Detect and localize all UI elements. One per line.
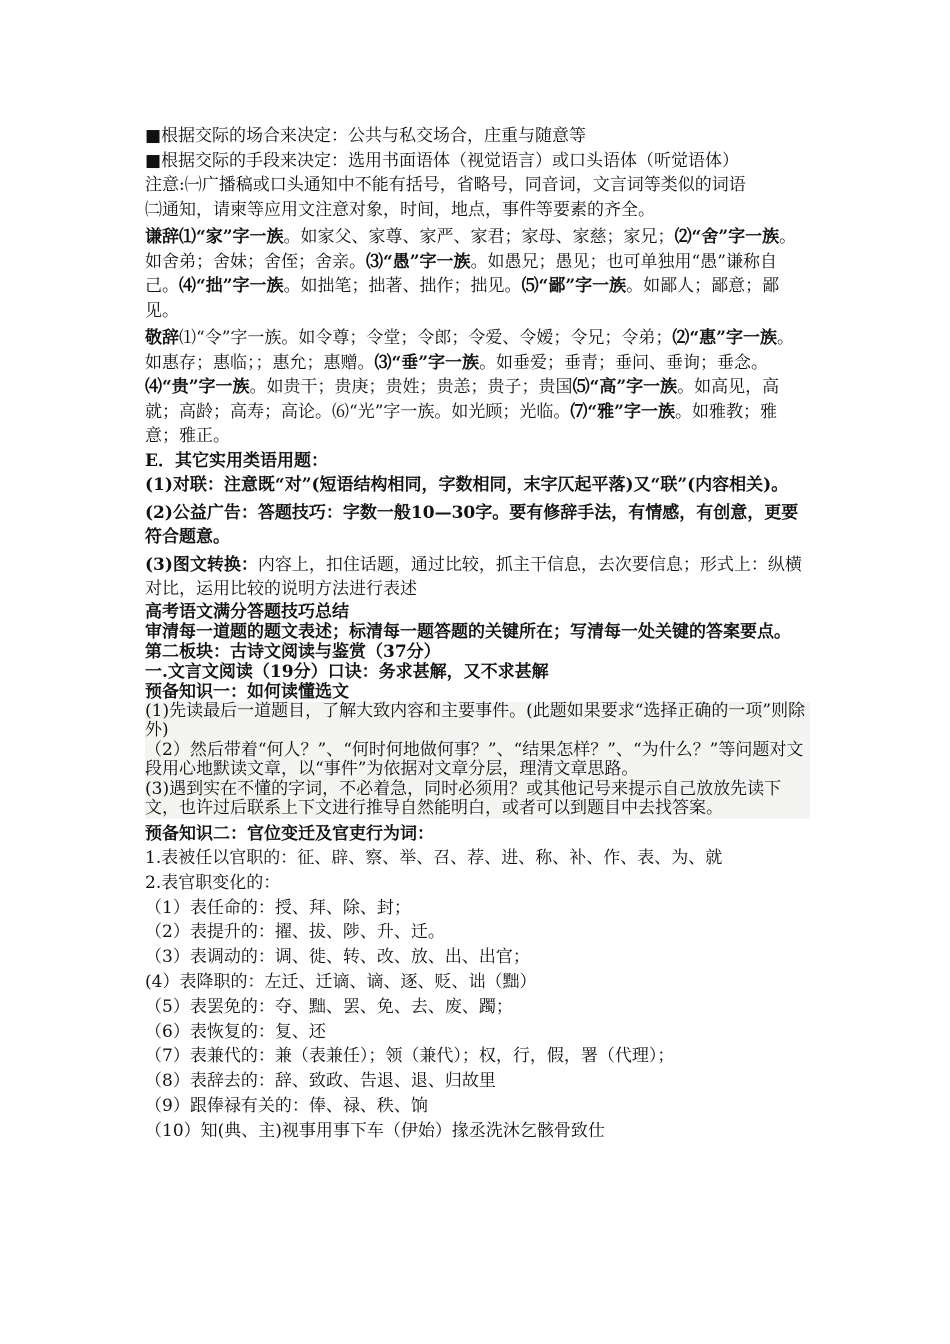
prep-1-item: (3)遇到实在不懂的字词，不必着急，同时必须用？或其他记号来提示自己放放先读下文，也许过后联系上下文进行推导自然能明白，或者可以到题目中去找答案。 [145, 778, 782, 818]
qianci-paragraph [145, 225, 810, 323]
list-item: （2）表提升的：擢、拔、陟、升、迁。 [145, 922, 445, 943]
prep-1-item: (1)先读最后一道题目，了解大致内容和主要事件。(此题如果要求“选择正确的一项”则除外) [145, 700, 806, 740]
list-item: （8）表辞去的：辞、致政、告退、退、归故里 [145, 1071, 496, 1092]
qianci-text-1: 。如家父、家尊、家严、家君；家母、家慈；家兄； [283, 227, 675, 247]
prep-1-item: （2）然后带着“何人？”、“何时何地做何事？”、“结果怎样？”、“为什么？”等问题对文段用心地默读文章，以“事件”为依据对文章分层，理清文章思路。 [145, 739, 804, 779]
list-item: （10）知(典、主)视事用事下车（伊始）掾丞洗沐乞骸骨致仕 [145, 1120, 605, 1141]
jingci-head-7: ⑺“雅”字一族 [570, 401, 675, 422]
document-page [145, 124, 810, 1144]
paragraph: ■根据交际的场合来决定：公共与私交场合，庄重与随意等 [145, 126, 587, 146]
qianci-text-5: 。如鄙人；鄙意；鄙见。 [145, 276, 780, 321]
jingci-head-3: ⑶“垂”字一族 [374, 352, 480, 373]
qianci-head-5: ⑸“鄙”字一族 [521, 276, 627, 296]
prep-1-items [145, 702, 810, 819]
list-item: （1）表任命的：授、拜、除、封； [145, 897, 411, 918]
jingci-text-2: 。如惠存；惠临；；惠允；惠赠。 [145, 328, 794, 373]
qianci-text-4: 。如拙笔；拙著、拙作；拙见。 [283, 276, 522, 296]
list-item: （6）表恢复的：复、还 [145, 1021, 326, 1042]
qianci-head-1: 谦辞⑴“家”字一族 [145, 227, 284, 247]
qianci-text-2: 。如舍弟；舍妹；舍侄；舍亲。 [145, 227, 797, 272]
paragraph: ㈡通知，请柬等应用文注意对象，时间，地点，事件等要素的齐全。 [145, 199, 655, 220]
prep-2-line-2: 2.表官职变化的： [145, 872, 281, 893]
jingci-text-4: 。如贵干；贵庚；贵姓；贵恙；贵子；贵国 [249, 377, 573, 397]
classical-chinese-title: 一.文言文阅读（19分）口诀：务求甚解，又不求甚解 [145, 661, 549, 682]
section-e-item-3-text: 内容上，扣住话题，通过比较，抓主干信息，去次要信息；形式上：纵横对比，运用比较的说明方法进行表述 [145, 554, 802, 599]
qianci-head-3: ⑶“愚”字一族 [366, 251, 471, 272]
summary-title: 高考语文满分答题技巧总结 [145, 601, 349, 622]
jingci-paragraph [145, 326, 810, 449]
section-e-title: E．其它实用类语用题： [145, 450, 328, 471]
paragraph: 注意:㈠广播稿或口头通知中不能有括号，省略号，同音词，文言词等类似的词语 [145, 175, 746, 195]
section-e-item-3 [145, 553, 810, 602]
jingci-text-3: 。如垂爱；垂青；垂问、垂询；垂念。 [479, 352, 769, 373]
jingci-head-4: ⑷“贵”字一族 [145, 377, 250, 397]
jingci-text-7: 。如雅教；雅意；雅正。 [145, 401, 777, 446]
jingci-text-5: 。如高见，高就；高龄；高寿；高论。⑹“光”字一族。如光顾；光临。 [145, 377, 780, 422]
jingci-head-1: 敬辞 [145, 328, 179, 348]
prep-1-title: 预备知识一：如何读懂选文 [145, 681, 349, 702]
section-e-item-1: (1)对联：注意既“对”(短语结构相同，字数相同，末字仄起平落)又“联”(内容相关)。 [145, 475, 789, 495]
section-e-item-2: (2)公益广告：答题技巧：字数一般10—30字。要有修辞手法，有情感，有创意，更要符合题意。 [145, 502, 799, 547]
jingci-text-1: ⑴“令”字一族。如令尊；令堂；令郎；令爱、令嫒；令兄；令弟； [179, 328, 673, 348]
list-item: （5）表罢免的：夺、黜、罢、免、去、废、躅； [145, 996, 513, 1017]
qianci-text-3: 。如愚兄；愚见；也可单独用“愚”谦称自己。 [145, 251, 777, 296]
paragraph: ■根据交际的手段来决定：选用书面语体（视觉语言）或口头语体（听觉语体） [145, 150, 740, 171]
block-2-title: 第二板块：古诗文阅读与鉴赏（37分） [145, 641, 441, 662]
qianci-head-4: ⑷“拙”字一族 [179, 276, 284, 296]
list-item: （9）跟俸禄有关的：俸、禄、秩、饷 [145, 1095, 428, 1116]
summary-line: 审清每一道题的题文表述；标清每一题答题的关键所在；写清每一处关键的答案要点。 [145, 621, 791, 642]
jingci-head-5: ⑸“高”字一族 [572, 377, 678, 397]
list-item: (4）表降职的：左迁、迁谪、谪、逐、贬、诎（黜） [145, 971, 537, 992]
prep-2-title: 预备知识二：官位变迁及官吏行为词： [145, 823, 434, 844]
list-item: （3）表调动的：调、徙、转、改、放、出、出官； [145, 947, 530, 968]
qianci-head-2: ⑵“舍”字一族 [674, 227, 780, 247]
section-e-item-3-head: (3)图文转换： [145, 554, 258, 575]
prep-2-line-1: 1.表被任以官职的：征、辟、察、举、召、荐、进、称、补、作、表、为、就 [145, 848, 723, 868]
jingci-head-2: ⑵“惠”字一族 [672, 328, 777, 348]
list-item: （7）表兼代的：兼（表兼任）；领（兼代）；权，行，假，署（代理）； [145, 1046, 675, 1067]
